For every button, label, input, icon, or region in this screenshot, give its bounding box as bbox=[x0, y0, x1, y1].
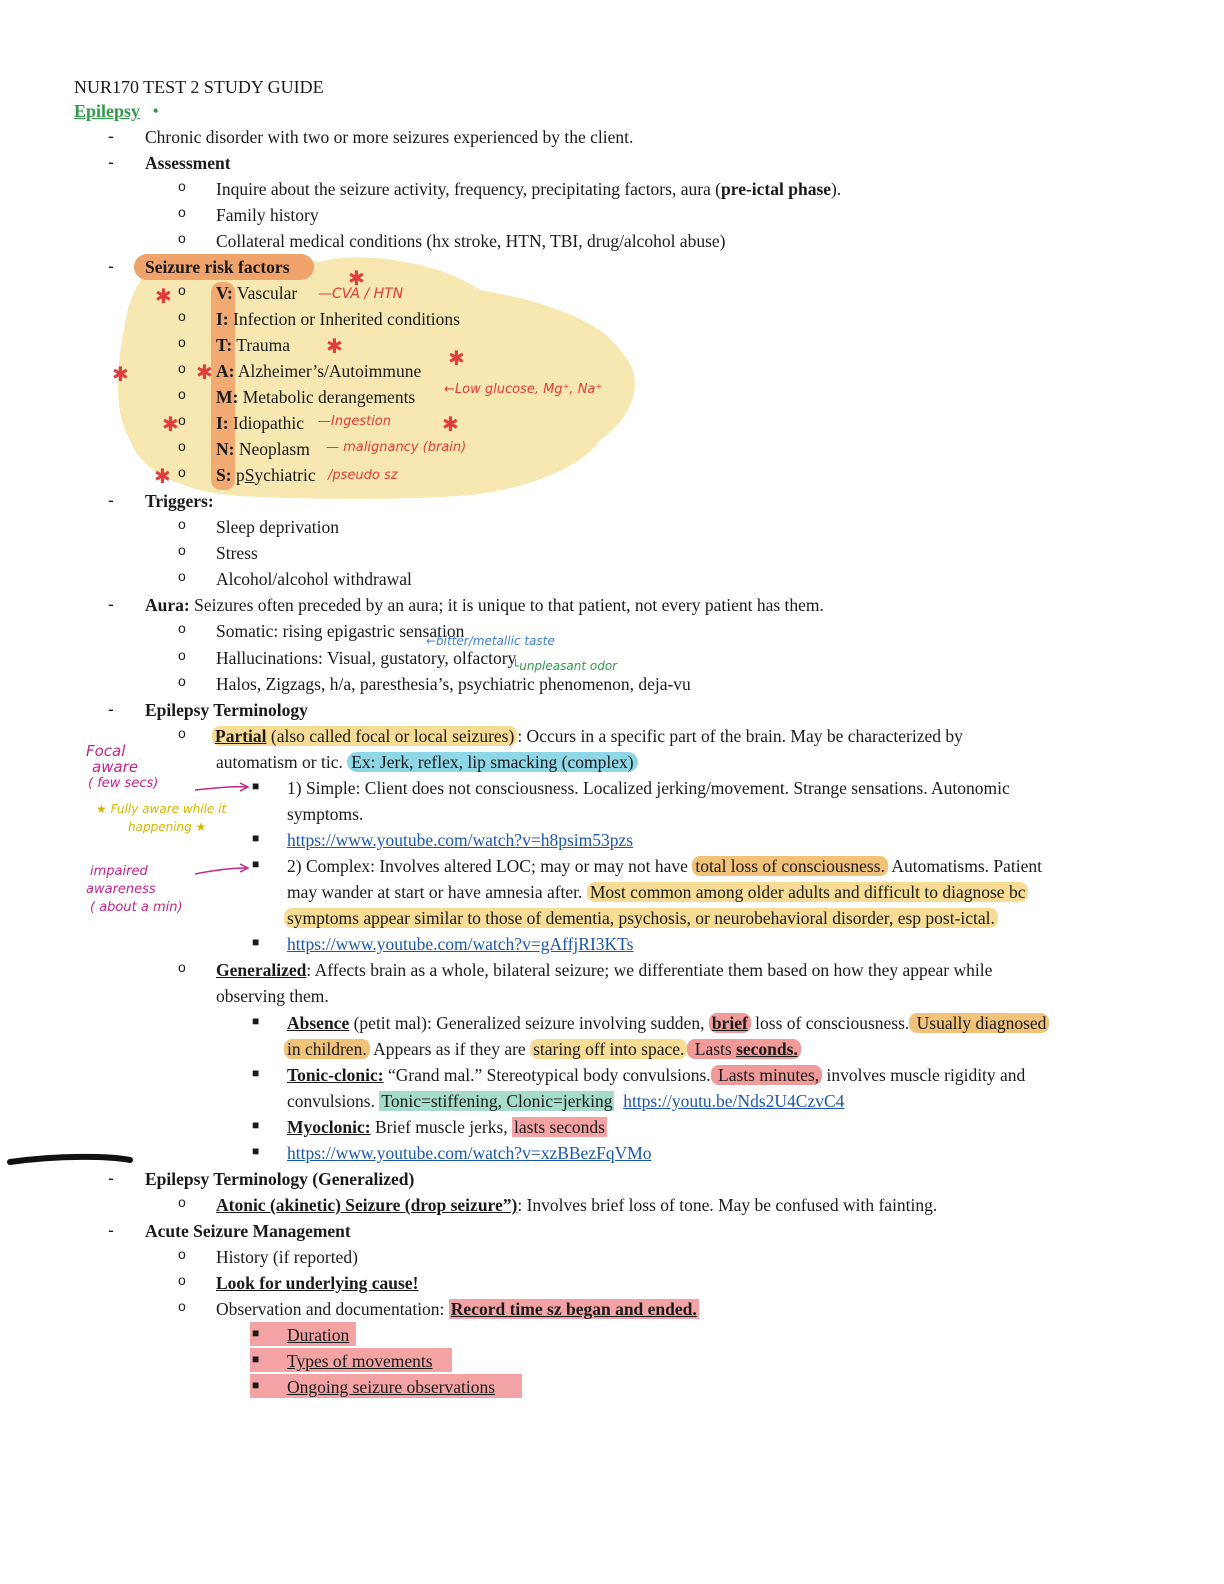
epilepsy-heading: Epilepsy bbox=[74, 101, 141, 121]
risk-item-m: M: Metabolic derangements bbox=[216, 387, 416, 407]
note-psychiatric: /pseudo sz bbox=[328, 468, 398, 483]
green-dot-icon: • bbox=[152, 101, 159, 121]
circle-bullet: o bbox=[178, 308, 186, 324]
dash-bullet: - bbox=[108, 1168, 114, 1188]
triggers-title: Triggers: bbox=[145, 491, 214, 511]
circle-bullet: o bbox=[178, 334, 186, 350]
absence-line-2: in children. Appears as if they are staring off into space. Lasts seconds. bbox=[284, 1038, 801, 1060]
note-vascular: —CVA / HTN bbox=[318, 286, 404, 302]
acute-item-3: Observation and documentation: Record time sz began and ended. bbox=[216, 1299, 697, 1319]
dash-bullet: - bbox=[108, 126, 114, 146]
complex-line-3: symptoms appear similar to those of dementia, psychosis, or neurobehavioral disorder, esp post-ictal. bbox=[284, 907, 998, 929]
risk-item-a: A: Alzheimer’s/Autoimmune bbox=[216, 361, 422, 381]
circle-bullet: o bbox=[178, 360, 186, 376]
acute-item-1: History (if reported) bbox=[216, 1247, 358, 1267]
square-bullet: ■ bbox=[252, 779, 260, 793]
simple-line-2: symptoms. bbox=[287, 804, 364, 824]
dash-bullet: - bbox=[108, 256, 114, 276]
note-impaired: impaired bbox=[90, 864, 148, 879]
acute-subitem: Types of movements bbox=[287, 1351, 433, 1371]
acute-item-2: Look for underlying cause! bbox=[216, 1273, 419, 1293]
simple-line-1: 1) Simple: Client does not consciousness. Localized jerking/movement. Strange sensations. Autonomic bbox=[287, 778, 1010, 798]
complex-line-1: 2) Complex: Involves altered LOC; may or may not have total loss of consciousness. Automatisms. Patient bbox=[287, 856, 1043, 876]
star-icon: ✱ bbox=[348, 266, 365, 290]
circle-bullet: o bbox=[178, 673, 186, 689]
risk-item-s: S: pSychiatric bbox=[216, 465, 316, 485]
circle-bullet: o bbox=[178, 647, 186, 663]
terminology-gen-title: Epilepsy Terminology (Generalized) bbox=[145, 1169, 415, 1189]
note-fully-aware: ★ Fully aware while it bbox=[96, 802, 227, 816]
square-bullet: ■ bbox=[252, 857, 260, 871]
circle-bullet: o bbox=[178, 1246, 186, 1262]
circle-bullet: o bbox=[178, 282, 186, 298]
myoclonic-line: Myoclonic: Brief muscle jerks, lasts seconds bbox=[287, 1117, 605, 1137]
assessment-title: Assessment bbox=[145, 153, 231, 173]
square-bullet: ■ bbox=[252, 1352, 260, 1366]
intro-text: Chronic disorder with two or more seizures experienced by the client. bbox=[145, 127, 634, 147]
square-bullet: ■ bbox=[252, 1378, 260, 1392]
youtube-link-2[interactable]: https://www.youtube.com/watch?v=gAffjRI3KTs bbox=[287, 934, 634, 954]
star-icon: ✱ bbox=[112, 362, 129, 386]
acute-title: Acute Seizure Management bbox=[145, 1221, 351, 1241]
note-metabolic: ←Low glucose, Mg⁺, Na⁺ bbox=[444, 382, 603, 397]
circle-bullet: o bbox=[178, 725, 186, 741]
note-aware: aware bbox=[92, 758, 139, 776]
circle-bullet: o bbox=[178, 230, 186, 246]
square-bullet: ■ bbox=[252, 1326, 260, 1340]
terminology-title: Epilepsy Terminology bbox=[145, 700, 308, 720]
dash-bullet: - bbox=[108, 490, 114, 510]
square-bullet: ■ bbox=[252, 1066, 260, 1080]
aura-item: Hallucinations: Visual, gustatory, olfactory bbox=[216, 648, 517, 668]
absence-line-1: Absence (petit mal): Generalized seizure involving sudden, brief loss of consciousness. Usually diagnosed bbox=[287, 1012, 1049, 1034]
risk-item-v: V: Vascular bbox=[216, 283, 298, 303]
star-icon: ✱ bbox=[442, 412, 459, 436]
circle-bullet: o bbox=[178, 1298, 186, 1314]
acute-subitem: Ongoing seizure observations bbox=[287, 1377, 496, 1397]
star-icon: ✱ bbox=[154, 464, 171, 488]
risk-item-i2: I: Idiopathic bbox=[216, 413, 304, 433]
trigger-item: Sleep deprivation bbox=[216, 517, 339, 537]
star-icon: ✱ bbox=[326, 334, 343, 358]
square-bullet: ■ bbox=[252, 1014, 260, 1028]
dash-bullet: - bbox=[108, 699, 114, 719]
circle-bullet: o bbox=[178, 178, 186, 194]
partial-line-2: automatism or tic. Ex: Jerk, reflex, lip smacking (complex) bbox=[216, 751, 638, 773]
partial-line-1: Partial (also called focal or local seizures) : Occurs in a specific part of the brain. May be characterized by bbox=[212, 725, 963, 747]
note-about-min: ( about a min) bbox=[90, 900, 183, 915]
tonic-line-1: Tonic-clonic: “Grand mal.” Stereotypical body convulsions. Lasts minutes, involves muscle rigidity and bbox=[287, 1065, 1026, 1085]
risk-factors-title: Seizure risk factors bbox=[145, 257, 290, 277]
note-gustatory: ←bitter/metallic taste bbox=[426, 634, 555, 648]
circle-bullet: o bbox=[178, 1272, 186, 1288]
assessment-item-2: Family history bbox=[216, 205, 319, 225]
circle-bullet: o bbox=[178, 412, 186, 428]
trigger-item: Alcohol/alcohol withdrawal bbox=[216, 569, 412, 589]
circle-bullet: o bbox=[178, 386, 186, 402]
circle-bullet: o bbox=[178, 959, 186, 975]
note-idiopathic: —Ingestion bbox=[318, 414, 391, 429]
star-icon: ✱ bbox=[448, 346, 465, 370]
circle-bullet: o bbox=[178, 438, 186, 454]
aura-line: Aura: Seizures often preceded by an aura; it is unique to that patient, not every patient has them. bbox=[145, 595, 824, 615]
note-olfactory: └unpleasant odor bbox=[512, 659, 618, 673]
circle-bullet: o bbox=[178, 568, 186, 584]
note-focal: Focal bbox=[86, 742, 126, 760]
circle-bullet: o bbox=[178, 542, 186, 558]
note-few-secs: ( few secs) bbox=[88, 776, 159, 791]
heading-line bbox=[74, 100, 159, 122]
assessment-item-3: Collateral medical conditions (hx stroke, HTN, TBI, drug/alcohol abuse) bbox=[216, 231, 726, 251]
assessment-item-1: Inquire about the seizure activity, frequency, precipitating factors, aura (pre-ictal phase). bbox=[216, 179, 842, 199]
dash-bullet: - bbox=[108, 1220, 114, 1240]
circle-bullet: o bbox=[178, 620, 186, 636]
note-happening: happening ★ bbox=[128, 820, 207, 834]
generalized-line-1: Generalized: Affects brain as a whole, bilateral seizure; we differentiate them based on how they appear while bbox=[216, 960, 993, 980]
doc-title: NUR170 TEST 2 STUDY GUIDE bbox=[74, 77, 324, 97]
note-awareness: awareness bbox=[86, 882, 156, 897]
youtube-link-1[interactable]: https://www.youtube.com/watch?v=h8psim53pzs bbox=[287, 830, 634, 850]
atonic-line: Atonic (akinetic) Seizure (drop seizure”): Involves brief loss of tone. May be confused with fainting. bbox=[216, 1195, 938, 1215]
acute-subitem: Duration bbox=[287, 1325, 350, 1345]
circle-bullet: o bbox=[178, 1194, 186, 1210]
circle-bullet: o bbox=[178, 204, 186, 220]
risk-item-n: N: Neoplasm bbox=[216, 439, 310, 459]
square-bullet: ■ bbox=[252, 831, 260, 845]
risk-item-t: T: Trauma bbox=[216, 335, 291, 355]
star-icon: ✱ bbox=[155, 284, 172, 308]
circle-bullet: o bbox=[178, 464, 186, 480]
square-bullet: ■ bbox=[252, 1144, 260, 1158]
tonic-line-2: convulsions. Tonic=stiffening, Clonic=jerking https://youtu.be/Nds2U4CzvC4 bbox=[287, 1091, 845, 1111]
aura-item: Halos, Zigzags, h/a, paresthesia’s, psychiatric phenomenon, deja-vu bbox=[216, 674, 691, 694]
risk-item-i: I: Infection or Inherited conditions bbox=[216, 309, 460, 329]
square-bullet: ■ bbox=[252, 1118, 260, 1132]
youtube-link-3[interactable]: https://youtu.be/Nds2U4CzvC4 bbox=[623, 1091, 845, 1111]
complex-line-2: may wander at start or have amnesia after. Most common among older adults and difficult to diagnose bc bbox=[287, 881, 1028, 903]
youtube-link-4[interactable]: https://www.youtube.com/watch?v=xzBBezFqVMo bbox=[287, 1143, 652, 1163]
generalized-line-2: observing them. bbox=[216, 986, 329, 1006]
star-icon: ✱ bbox=[162, 412, 179, 436]
trigger-item: Stress bbox=[216, 543, 258, 563]
square-bullet: ■ bbox=[252, 935, 260, 949]
star-icon: ✱ bbox=[196, 360, 213, 384]
dash-bullet: - bbox=[108, 152, 114, 172]
circle-bullet: o bbox=[178, 516, 186, 532]
dash-bullet: - bbox=[108, 594, 114, 614]
note-neoplasm: — malignancy (brain) bbox=[326, 440, 467, 455]
aura-item: Somatic: rising epigastric sensation bbox=[216, 621, 465, 641]
